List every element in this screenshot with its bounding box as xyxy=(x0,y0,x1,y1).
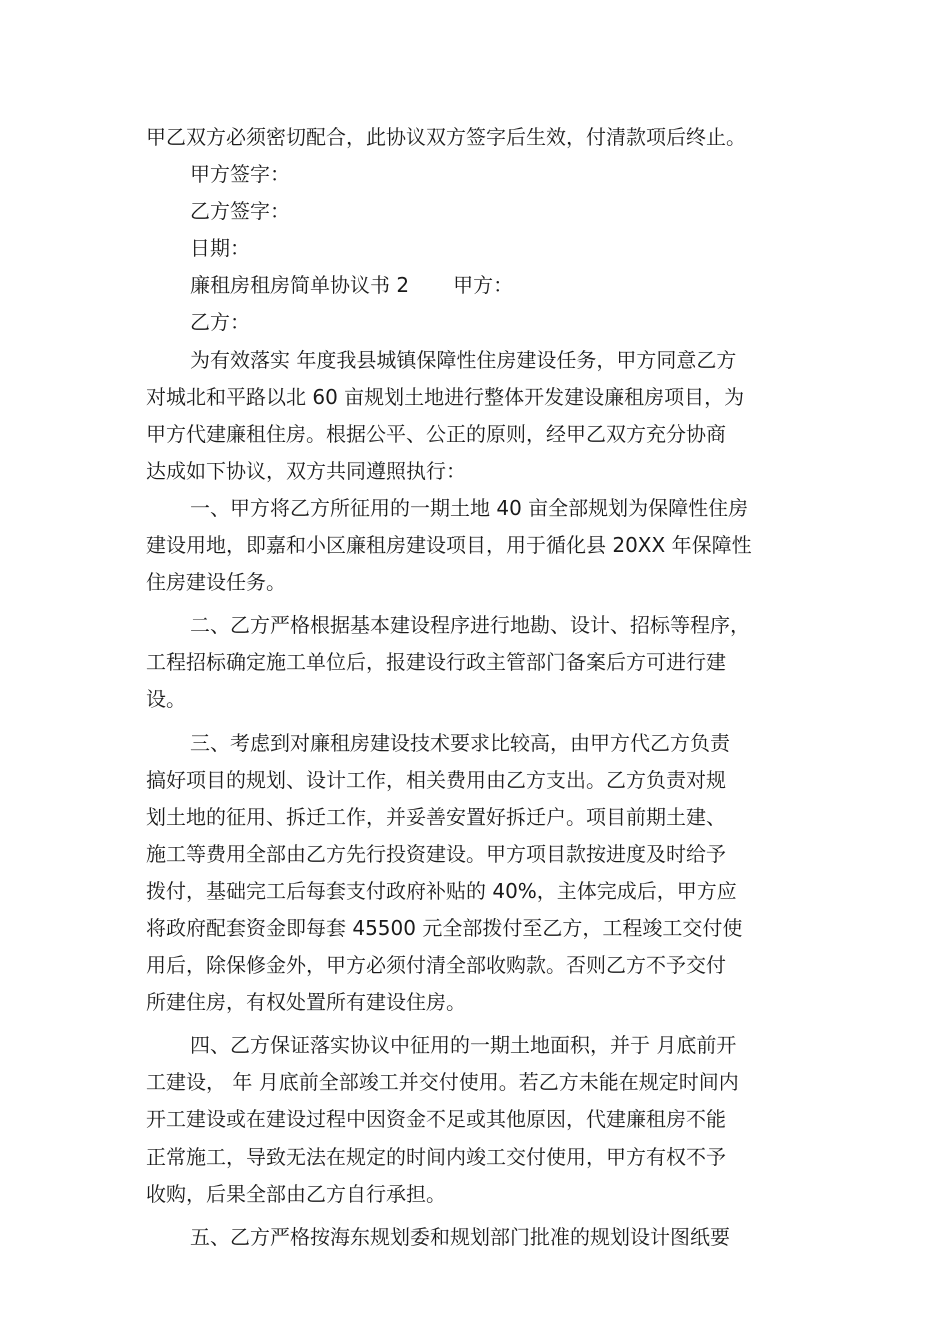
text-line-content: 施工等费用全部由乙方先行投资建设。甲方项目款按进度及时给予 xyxy=(146,841,726,866)
text-line xyxy=(146,681,806,718)
text-line-content: 开工建设或在建设过程中因资金不足或其他原因，代建廉租房不能 xyxy=(146,1107,726,1132)
text-line-content: 划土地的征用、拆迁工作，并妥善安置好拆迁户。项目前期土建、 xyxy=(146,804,726,829)
document-body xyxy=(146,119,806,1256)
text-line xyxy=(146,762,806,799)
text-line xyxy=(146,453,806,490)
text-line-content: 住房建设任务。 xyxy=(146,570,286,595)
text-line-content: 廉租房租房简单协议书 2 xyxy=(190,273,410,298)
text-line xyxy=(146,304,806,341)
text-line xyxy=(146,416,806,453)
text-line-content: 收购，后果全部由乙方自行承担。 xyxy=(146,1181,446,1206)
text-line xyxy=(146,947,806,984)
text-line xyxy=(146,564,806,601)
text-line-content: 工程招标确定施工单位后，报建设行政主管部门备案后方可进行建 xyxy=(146,650,726,675)
text-line xyxy=(146,725,806,762)
text-line xyxy=(146,984,806,1021)
text-line xyxy=(146,342,806,379)
text-line-tail: 甲方： xyxy=(453,273,514,298)
text-line xyxy=(146,836,806,873)
text-line-content: 为有效落实 年度我县城镇保障性住房建设任务，甲方同意乙方 xyxy=(190,347,737,372)
text-line xyxy=(146,1101,806,1138)
text-line-content: 所建住房，有权处置所有建设住房。 xyxy=(146,990,466,1015)
text-line-content: 甲方签字： xyxy=(190,162,290,187)
text-line xyxy=(146,379,806,416)
text-line-content: 对城北和平路以北 60 亩规划土地进行整体开发建设廉租房项目，为 xyxy=(146,384,745,409)
text-line-content: 将政府配套资金即每套 45500 元全部拨付至乙方，工程竣工交付使 xyxy=(146,915,743,940)
text-line-content: 正常施工，导致无法在规定的时间内竣工交付使用，甲方有权不予 xyxy=(146,1144,726,1169)
text-line-content: 用后，除保修金外，甲方必须付清全部收购款。否则乙方不予交付 xyxy=(146,953,726,978)
text-line-content: 拨付，基础完工后每套支付政府补贴的 40%，主体完成后，甲方应 xyxy=(146,878,737,903)
text-line-content: 日期： xyxy=(190,236,250,261)
text-line xyxy=(146,490,806,527)
text-line xyxy=(146,873,806,910)
text-line xyxy=(146,607,806,644)
text-line-content: 四、乙方保证落实协议中征用的一期土地面积，并于 月底前开 xyxy=(190,1033,737,1058)
text-line xyxy=(146,644,806,681)
text-line xyxy=(146,267,806,304)
text-line-content: 三、考虑到对廉租房建设技术要求比较高，由甲方代乙方负责 xyxy=(190,730,730,755)
text-line-content: 二、乙方严格根据基本建设程序进行地勘、设计、招标等程序， xyxy=(190,613,750,638)
text-line-content: 乙方： xyxy=(190,310,250,335)
text-line-content: 建设用地，即嘉和小区廉租房建设项目，用于循化县 20XX 年保障性 xyxy=(146,533,752,558)
text-line xyxy=(146,527,806,564)
text-line-content: 乙方签字： xyxy=(190,199,290,224)
text-line-content: 甲乙双方必须密切配合，此协议双方签字后生效，付清款项后终止。 xyxy=(146,125,746,149)
text-line xyxy=(146,193,806,230)
text-line-content: 搞好项目的规划、设计工作，相关费用由乙方支出。乙方负责对规 xyxy=(146,767,726,792)
text-line xyxy=(146,1064,806,1101)
text-line-content: 五、乙方严格按海东规划委和规划部门批准的规划设计图纸要 xyxy=(190,1224,730,1249)
text-line xyxy=(146,119,806,156)
text-line xyxy=(146,1139,806,1176)
text-line xyxy=(146,799,806,836)
text-line-content: 一、甲方将乙方所征用的一期土地 40 亩全部规划为保障性住房 xyxy=(190,495,749,520)
text-line-content: 甲方代建廉租住房。根据公平、公正的原则，经甲乙双方充分协商 xyxy=(146,421,726,446)
text-line xyxy=(146,1219,806,1256)
text-line xyxy=(146,230,806,267)
text-line xyxy=(146,156,806,193)
text-line xyxy=(146,1176,806,1213)
text-line xyxy=(146,910,806,947)
text-line-content: 工建设， 年 月底前全部竣工并交付使用。若乙方未能在规定时间内 xyxy=(146,1070,739,1095)
text-line-content: 达成如下协议，双方共同遵照执行： xyxy=(146,458,466,483)
text-line-content: 设。 xyxy=(146,687,186,712)
text-line xyxy=(146,1027,806,1064)
